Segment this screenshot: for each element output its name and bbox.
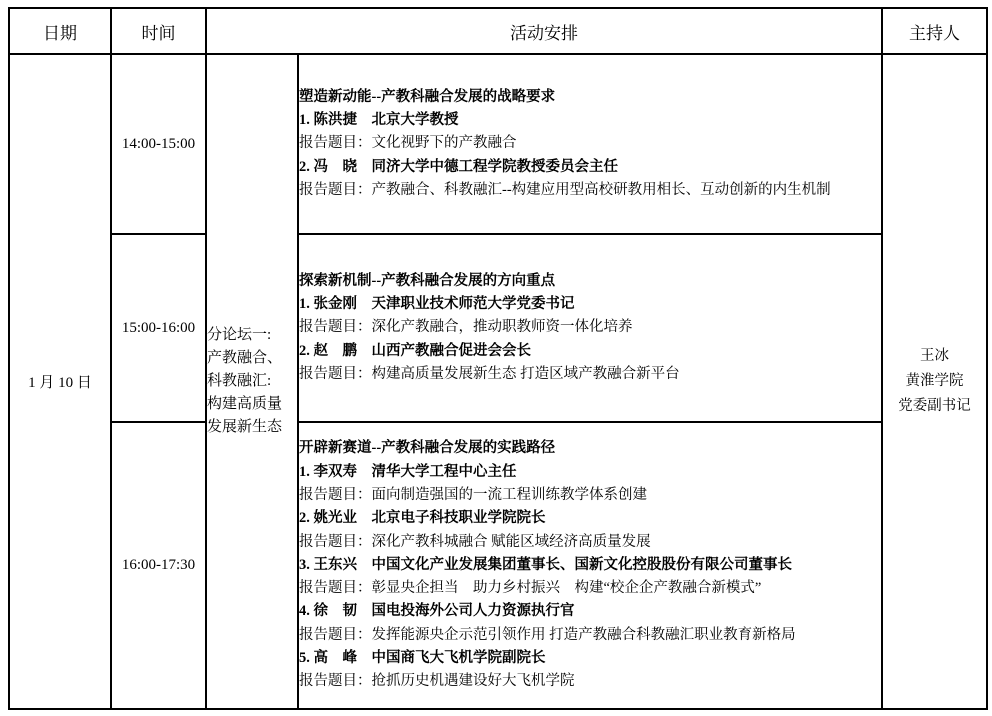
forum-line-2: 产教融合、	[207, 350, 283, 366]
topic-line: 报告题目：深化产教科城融合 赋能区域经济高质量发展	[299, 533, 651, 550]
topic-line: 报告题目：面向制造强国的一流工程训练教学体系创建	[299, 486, 647, 503]
host-institution: 黄淮学院	[905, 373, 964, 389]
session-row-1	[9, 54, 987, 234]
forum-line-4: 构建高质量	[207, 396, 283, 412]
header-activity: 活动安排	[206, 8, 882, 54]
session-title: 塑造新动能--产教科融合发展的战略要求	[299, 88, 556, 105]
speaker-line: 2. 冯 晓 同济大学中德工程学院教授委员会主任	[299, 158, 618, 175]
speaker-line: 1. 李双寿 清华大学工程中心主任	[299, 463, 517, 480]
schedule-table	[8, 7, 988, 710]
topic-line: 报告题目：深化产教融合，推动职教师资一体化培养	[299, 319, 633, 336]
speaker-line: 4. 徐 韧 国电投海外公司人力资源执行官	[299, 603, 575, 620]
speaker-line: 1. 张金刚 天津职业技术师范大学党委书记	[299, 296, 575, 313]
header-date: 日期	[9, 8, 111, 54]
session-row-2	[9, 234, 987, 422]
speaker-line: 3. 王东兴 中国文化产业发展集团董事长、国新文化控股股份有限公司董事长	[299, 556, 792, 573]
speaker-line: 2. 赵 鹏 山西产教融合促进会会长	[299, 342, 531, 359]
host-title: 党委副书记	[898, 398, 971, 414]
session-title: 开辟新赛道--产教科融合发展的实践路径	[299, 440, 556, 457]
header-time: 时间	[111, 8, 206, 54]
forum-line-1: 分论坛一:	[207, 327, 272, 343]
speaker-line: 2. 姚光业 北京电子科技职业学院院长	[299, 510, 546, 527]
topic-line: 报告题目：文化视野下的产教融合	[299, 135, 517, 152]
forum-line-3: 科教融汇:	[207, 373, 272, 389]
host-name: 王冰	[920, 348, 949, 364]
session-content-1	[298, 54, 882, 234]
time-cell-2: 15:00-16:00	[111, 234, 206, 422]
speaker-line: 1. 陈洪捷 北京大学教授	[299, 112, 459, 129]
speaker-line: 5. 高 峰 中国商飞大飞机学院副院长	[299, 650, 546, 667]
time-cell-1: 14:00-15:00	[111, 54, 206, 234]
topic-line: 报告题目：产教融合、科教融汇--构建应用型高校研教用相长、互动创新的内生机制	[299, 181, 831, 198]
session-content-2	[298, 234, 882, 422]
host-cell	[882, 54, 987, 709]
session-row-3	[9, 422, 987, 709]
forum-line-5: 发展新生态	[207, 419, 283, 435]
topic-line: 报告题目：构建高质量发展新生态 打造区域产教融合新平台	[299, 365, 680, 382]
session-content-3	[298, 422, 882, 709]
forum-label-cell	[206, 54, 298, 709]
header-host: 主持人	[882, 8, 987, 54]
topic-line: 报告题目：彰显央企担当 助力乡村振兴 构建“校企企产教融合新模式”	[299, 580, 762, 597]
session-title: 探索新机制--产教科融合发展的方向重点	[299, 272, 556, 289]
date-cell: 1 月 10 日	[9, 54, 111, 709]
time-cell-3: 16:00-17:30	[111, 422, 206, 709]
topic-line: 报告题目：发挥能源央企示范引领作用 打造产教融合科教融汇职业教育新格局	[299, 626, 796, 643]
header-row	[9, 8, 987, 54]
topic-line: 报告题目：抢抓历史机遇建设好大飞机学院	[299, 673, 575, 690]
